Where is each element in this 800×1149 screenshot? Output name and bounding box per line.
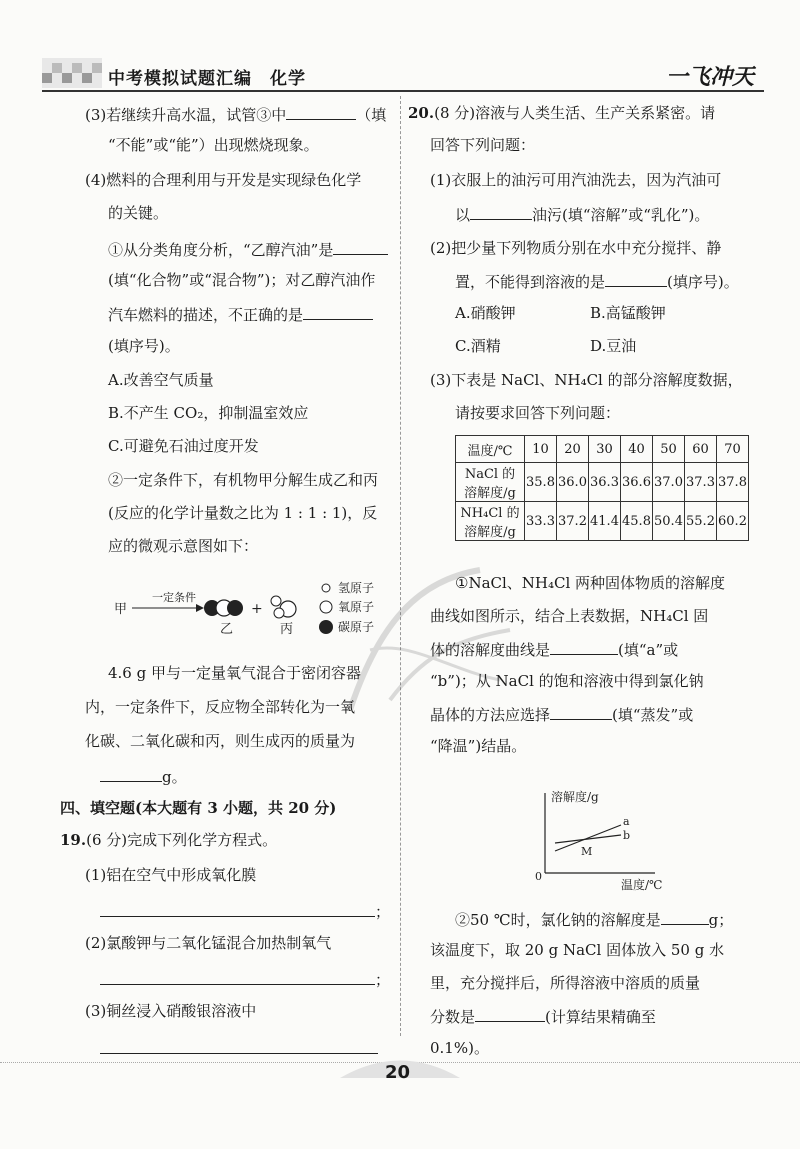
q20-3b-pre4: 分数是: [430, 1008, 476, 1026]
q4a-line3: [108, 303, 373, 325]
legend-o-label: 氧原子: [338, 600, 375, 614]
q3-line2: “不能”或“能”）出现燃烧现象。: [108, 136, 319, 154]
graph-x-label: 温度/℃: [621, 878, 663, 892]
q4c-line4: [100, 765, 187, 787]
solubility-graph: [525, 785, 675, 895]
table-row: [456, 502, 749, 541]
table-temp-cell: 60: [685, 436, 717, 463]
q19-3-answer-blank[interactable]: [100, 1037, 378, 1054]
table-temp-cell: 50: [653, 436, 685, 463]
header-logo: 一飞冲天: [666, 65, 755, 90]
table-temp-cell: 30: [589, 436, 621, 463]
nh4cl-label-b: 溶解度/g: [464, 525, 516, 540]
q3-line1: [85, 103, 386, 125]
q20-3b-line4: [430, 1005, 656, 1027]
reaction-diagram: [108, 575, 398, 650]
reactant-label: 甲: [114, 602, 128, 617]
table-row-label: [456, 502, 525, 541]
q4a-answer-blank[interactable]: [333, 238, 388, 255]
section-4-title: 四、填空题(本大题有 3 小题，共 20 分): [60, 799, 337, 817]
q20-3b-line5: 0.1%)。: [430, 1039, 489, 1057]
table-row-label: [456, 463, 525, 502]
q20-3b-line3: 里，充分搅拌后，所得溶液中溶质的质量: [430, 974, 701, 992]
q20-3a-answer-blank[interactable]: [550, 638, 618, 655]
q20-3b-line1: [455, 908, 733, 930]
q3-text: (3)若继续升高水温，试管③中: [85, 106, 287, 124]
q20-3a-line2: 曲线如图所示，结合上表数据，NH₄Cl 固: [430, 607, 709, 625]
q19-2-semicolon: ；: [375, 971, 391, 989]
table-cell: 35.8: [525, 463, 557, 502]
q20-3a-line4: “b”)；从 NaCl 的饱和溶液中得到氯化钠: [430, 672, 704, 690]
legend-h-label: 氢原子: [338, 581, 375, 595]
table-temp-cell: 10: [525, 436, 557, 463]
q20-3a-line5-pre: 晶体的方法应选择: [430, 706, 551, 724]
q4a-text3: 汽车燃料的描述，不正确的是: [108, 306, 304, 324]
product2-h-atom-2: [274, 608, 284, 618]
q20-3b-line2: 该温度下，取 20 g NaCl 固体放入 50 g 水: [430, 941, 725, 959]
q19-1-answer-line: [100, 900, 390, 922]
q20-option-d: D.豆油: [590, 337, 637, 355]
q20-2-pre: 置，不能得到溶液的是: [455, 273, 606, 291]
q20-1-line2: [455, 203, 709, 225]
graph-label-a: a: [623, 815, 630, 828]
q20-3b-post4: (计算结果精确至: [545, 1008, 656, 1026]
q19-1-text: (1)铝在空气中形成氧化膜: [85, 866, 257, 884]
q20-3-line1: (3)下表是 NaCl、NH₄Cl 的部分溶解度数据，: [430, 371, 743, 389]
graph-origin: 0: [535, 870, 542, 883]
q20-3-line2: 请按要求回答下列问题：: [455, 404, 621, 422]
table-cell: 36.3: [589, 463, 621, 502]
plus-sign: +: [251, 601, 263, 617]
reaction-arrow-head: [196, 604, 204, 612]
table-cell: 37.0: [653, 463, 685, 502]
q4a-line1: [108, 238, 388, 260]
q20-option-c: C.酒精: [455, 337, 501, 355]
q3-text-end: （填: [356, 106, 387, 124]
q19-3-answer-line: [100, 1037, 378, 1059]
q20-3b-answer-blank-2[interactable]: [475, 1005, 545, 1022]
q20-3a-pre: 体的溶解度曲线是: [430, 641, 551, 659]
header-pattern: [42, 58, 102, 88]
q4-option-a: A.改善空气质量: [108, 371, 214, 389]
q20-3a-line6: “降温”)结晶。: [430, 737, 527, 755]
product2-label: 丙: [280, 622, 294, 637]
q4c-line1: 4.6 g 甲与一定量氧气混合于密闭容器: [108, 664, 361, 682]
q20-2-line1: (2)把少量下列物质分别在水中充分搅拌、静: [430, 239, 722, 257]
q20-number: 20.: [408, 104, 435, 122]
q4a-line2: (填“化合物”或“混合物”)；对乙醇汽油作: [108, 271, 376, 289]
legend-o-icon: [320, 601, 332, 613]
graph-label-b: b: [623, 829, 631, 842]
q4b-line1: ②一定条件下，有机物甲分解生成乙和丙: [108, 471, 379, 489]
table-cell: 55.2: [685, 502, 717, 541]
table-temp-cell: 70: [717, 436, 749, 463]
q4b-line2: (反应的化学计量数之比为 1 : 1 : 1)，反: [108, 504, 378, 522]
q20-1-pre: 以: [455, 206, 471, 224]
header-title: 中考模拟试题汇编 化学: [108, 69, 306, 89]
q20-1-answer-blank[interactable]: [470, 203, 532, 220]
q3-answer-blank[interactable]: [286, 103, 356, 120]
q4a-answer-blank-2[interactable]: [303, 303, 373, 320]
table-header-label: 温度/℃: [456, 436, 525, 463]
table-temp-cell: 20: [557, 436, 589, 463]
product2-h-atom: [271, 596, 281, 606]
table-cell: 60.2: [717, 502, 749, 541]
table-cell: 50.4: [653, 502, 685, 541]
q4a-line4: (填序号)。: [108, 337, 180, 355]
q4c-answer-blank[interactable]: [100, 765, 162, 782]
table-temp-cell: 40: [621, 436, 653, 463]
q19-1-answer-blank[interactable]: [100, 900, 375, 917]
q20-3a-answer-blank-2[interactable]: [550, 703, 612, 720]
q20-line2: 回答下列问题：: [430, 136, 536, 154]
q4-option-c: C.可避免石油过度开发: [108, 437, 259, 455]
table-cell: 37.3: [685, 463, 717, 502]
condition-label: 一定条件: [152, 591, 196, 604]
q4c-line3: 化碳、二氧化碳和丙，则生成丙的质量为: [85, 732, 356, 750]
q19-line: [60, 830, 277, 850]
q4-line2: 的关键。: [108, 204, 169, 222]
q4b-line3: 应的微观示意图如下：: [108, 537, 259, 555]
q4c-unit: g。: [162, 768, 187, 786]
q19-number: 19.: [60, 831, 87, 849]
legend-c-label: 碳原子: [338, 620, 375, 634]
q20-3a-post: (填“a”或: [618, 641, 679, 659]
q20-3b-answer-blank[interactable]: [661, 908, 709, 925]
q20-3a-line1: ①NaCl、NH₄Cl 两种固体物质的溶解度: [455, 574, 726, 592]
legend-c-icon: [319, 620, 333, 634]
q4c-line2: 内，一定条件下，反应物全部转化为一氧: [85, 698, 356, 716]
table-cell: 37.8: [717, 463, 749, 502]
q20-3a-line3: [430, 638, 678, 660]
q4-line1: (4)燃料的合理利用与开发是实现绿色化学: [85, 171, 362, 189]
q19-2-text: (2)氯酸钾与二氧化锰混合加热制氧气: [85, 934, 332, 952]
q19-text: (6 分)完成下列化学方程式。: [86, 831, 278, 849]
solubility-table: [455, 435, 749, 541]
graph-label-m: M: [581, 845, 593, 858]
table-cell: 36.6: [621, 463, 653, 502]
q20-3b-post: g；: [708, 911, 734, 929]
table-cell: 33.3: [525, 502, 557, 541]
table-cell: 45.8: [621, 502, 653, 541]
q20-option-b: B.高锰酸钾: [590, 304, 666, 322]
q19-3-text: (3)铜丝浸入硝酸银溶液中: [85, 1002, 257, 1020]
q19-2-answer-blank[interactable]: [100, 968, 375, 985]
product1-carbon-atom-2: [227, 600, 243, 616]
q20-2-post: (填序号)。: [667, 273, 739, 291]
nh4cl-label-a: NH₄Cl 的: [460, 506, 520, 521]
header-rule: [42, 90, 764, 92]
q4-option-b: B.不产生 CO₂，抑制温室效应: [108, 404, 309, 422]
q20-option-a: A.硝酸钾: [455, 304, 516, 322]
q4a-text: ①从分类角度分析，“乙醇汽油”是: [108, 241, 334, 259]
q19-1-semicolon: ；: [375, 903, 391, 921]
table-cell: 37.2: [557, 502, 589, 541]
page-number: 20: [385, 1062, 411, 1083]
q20-3a-line5-post: (填“蒸发”或: [612, 706, 694, 724]
q20-text: (8 分)溶液与人类生活、生产关系紧密。请: [434, 104, 716, 122]
q20-2-line2: [455, 270, 739, 292]
product1-label: 乙: [220, 622, 234, 637]
graph-curve-b: [555, 835, 621, 843]
q20-3b-pre: ②50 ℃时，氯化钠的溶解度是: [455, 911, 661, 929]
q20-2-answer-blank[interactable]: [605, 270, 667, 287]
q19-2-answer-line: [100, 968, 390, 990]
table-cell: 41.4: [589, 502, 621, 541]
graph-y-label: 溶解度/g: [551, 790, 599, 804]
nacl-label-a: NaCl 的: [464, 467, 516, 482]
table-header-row: [456, 436, 749, 463]
q20-line1: [408, 103, 715, 123]
q20-3a-line5: [430, 703, 693, 725]
table-row: [456, 463, 749, 502]
nacl-label-b: 溶解度/g: [464, 486, 516, 501]
legend-h-icon: [322, 584, 330, 592]
q20-1-post: 油污(填“溶解”或“乳化”)。: [532, 206, 710, 224]
q20-1-line1: (1)衣服上的油污可用汽油洗去，因为汽油可: [430, 171, 722, 189]
table-cell: 36.0: [557, 463, 589, 502]
